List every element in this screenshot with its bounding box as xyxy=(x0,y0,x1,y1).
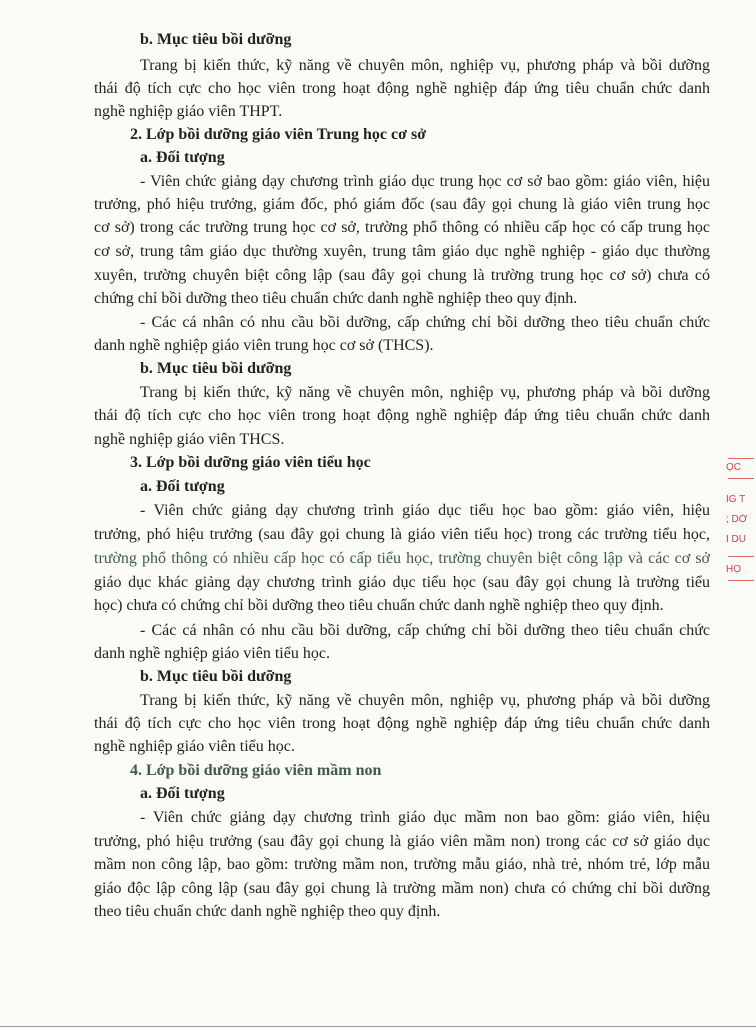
paragraph-line: thái độ tích cực cho học viên trong hoạt động nghề nghiệp đáp ứng tiêu chuẩn chức danh xyxy=(94,80,710,97)
section-heading: a. Đối tượng xyxy=(140,149,225,166)
paragraph-line: - Viên chức giảng dạy chương trình giáo dục trung học cơ sở bao gồm: giáo viên, hiệu xyxy=(140,173,710,190)
paragraph-line: xuyên, trường chuyên biệt công lập (sau đây gọi chung là trường trung học cơ sở) chưa có xyxy=(94,267,710,284)
paragraph-line: Trang bị kiến thức, kỹ năng về chuyên môn, nghiệp vụ, phương pháp và bồi dưỡng xyxy=(140,57,710,74)
paragraph-line: trưởng, phó hiệu trưởng (sau đây gọi chung là giáo viên tiểu học) trong các trường tiểu học, xyxy=(94,526,710,543)
paragraph-line: Trang bị kiến thức, kỹ năng về chuyên môn, nghiệp vụ, phương pháp và bồi dưỡng xyxy=(140,692,710,709)
section-heading: 3. Lớp bồi dưỡng giáo viên tiểu học xyxy=(130,454,371,471)
paragraph-line: học) chưa có chứng chỉ bồi dưỡng theo tiêu chuẩn chức danh nghề nghiệp theo quy định. xyxy=(94,597,664,614)
paragraph-line: thái độ tích cực cho học viên trong hoạt động nghề nghiệp đáp ứng tiêu chuẩn chức danh xyxy=(94,407,710,424)
paragraph-line: trường phổ thông có nhiều cấp học có cấp tiểu học, trường chuyên biệt công lập và các cơ sở xyxy=(94,550,710,567)
paragraph-line: theo tiêu chuẩn chức danh nghề nghiệp theo quy định. xyxy=(94,903,441,920)
stamp-text: ; DỞ xyxy=(726,514,748,525)
paragraph-line: Trang bị kiến thức, kỹ năng về chuyên môn, nghiệp vụ, phương pháp và bồi dưỡng xyxy=(140,384,710,401)
section-heading: a. Đối tượng xyxy=(140,478,225,495)
section-heading: 4. Lớp bồi dưỡng giáo viên mầm non xyxy=(130,762,382,779)
section-heading: b. Mục tiêu bồi dưỡng xyxy=(140,668,292,685)
section-heading: b. Mục tiêu bồi dưỡng xyxy=(140,31,292,48)
section-heading: b. Mục tiêu bồi dưỡng xyxy=(140,360,292,377)
paragraph-line: danh nghề nghiệp giáo viên tiểu học. xyxy=(94,645,330,662)
paragraph-line: trưởng, phó hiệu trưởng (sau đây gọi chung là giáo viên mầm non) trong các cơ sở giáo dục xyxy=(94,833,710,850)
stamp-text: IG T xyxy=(726,494,746,505)
paragraph-line: nghề nghiệp giáo viên THPT. xyxy=(94,103,283,120)
paragraph-line: cơ sở) trong các trường trung học cơ sở, trường phổ thông có nhiều cấp học có cấp trung học xyxy=(94,219,710,236)
paragraph-line: giáo độc lập công lập (sau đây gọi chung là trường mầm non) chưa có chứng chỉ bồi dưỡng xyxy=(94,880,710,897)
paragraph-line: mầm non công lập, bao gồm: trường mầm non, trường mẫu giáo, nhà trẻ, nhóm trẻ, lớp mẫu xyxy=(94,856,710,873)
paragraph-line: nghề nghiệp giáo viên tiểu học. xyxy=(94,738,295,755)
paragraph-line: - Các cá nhân có nhu cầu bồi dưỡng, cấp chứng chỉ bồi dưỡng theo tiêu chuẩn chức xyxy=(140,622,710,639)
paragraph-line: nghề nghiệp giáo viên THCS. xyxy=(94,431,285,448)
stamp-line xyxy=(728,458,754,459)
paragraph-line: chứng chỉ bồi dưỡng theo tiêu chuẩn chức danh nghề nghiệp theo quy định. xyxy=(94,290,578,307)
page-bottom-rule xyxy=(0,1026,756,1027)
stamp-line xyxy=(728,556,754,557)
paragraph-line: thái độ tích cực cho học viên trong hoạt động nghề nghiệp đáp ứng tiêu chuẩn chức danh xyxy=(94,715,710,732)
paragraph-line: danh nghề nghiệp giáo viên trung học cơ sở (THCS). xyxy=(94,337,434,354)
stamp-text: ỌC xyxy=(726,462,741,473)
section-heading: 2. Lớp bồi dưỡng giáo viên Trung học cơ sở xyxy=(130,126,427,143)
paragraph-line: giáo dục khác giảng dạy chương trình giáo dục tiểu học (sau đây gọi chung là trường tiểu xyxy=(94,574,710,591)
stamp-text: I DU xyxy=(726,534,746,545)
paragraph-line: cơ sở, trung tâm giáo dục thường xuyên, trung tâm giáo dục nghề nghiệp - giáo dục thường xyxy=(94,243,710,260)
stamp-line xyxy=(728,580,754,581)
paragraph-line: - Các cá nhân có nhu cầu bồi dưỡng, cấp chứng chỉ bồi dưỡng theo tiêu chuẩn chức xyxy=(140,314,710,331)
stamp-line xyxy=(728,478,754,479)
paragraph-line: trưởng, phó hiệu trưởng, giám đốc, phó giám đốc (sau đây gọi chung là giáo viên trung học xyxy=(94,196,710,213)
paragraph-line: - Viên chức giảng dạy chương trình giáo dục mầm non bao gồm: giáo viên, hiệu xyxy=(140,809,710,826)
section-heading: a. Đối tượng xyxy=(140,785,225,802)
paragraph-line: - Viên chức giảng dạy chương trình giáo dục tiểu học bao gồm: giáo viên, hiệu xyxy=(140,502,710,519)
stamp-text: HỌ xyxy=(726,564,741,575)
